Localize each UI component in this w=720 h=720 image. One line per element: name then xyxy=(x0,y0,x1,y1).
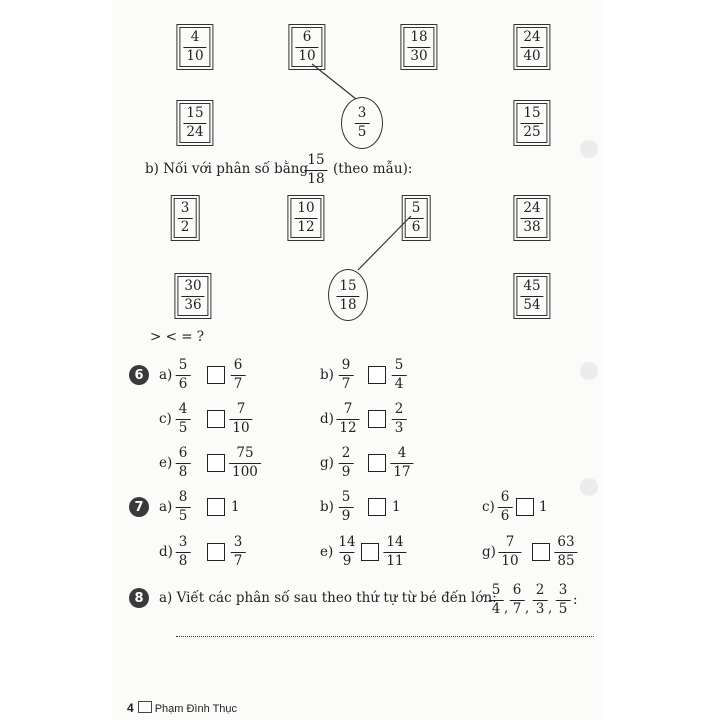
exercise-7-badge: 7 xyxy=(129,497,149,517)
ex7-a-answer-box[interactable] xyxy=(207,498,225,516)
ex6-b-label: b) xyxy=(320,367,334,383)
ex6-a-answer-box[interactable] xyxy=(207,366,225,384)
ex6-e-right: $\frac{75}{100}$ xyxy=(229,446,261,480)
fraction-24-40: $\frac{24}{40}$ xyxy=(516,27,547,67)
author-name: Phạm Đình Thục xyxy=(154,703,238,715)
fraction-4-10: $\frac{4}{10}$ xyxy=(179,27,210,67)
target-fraction-15-18: $\frac{15}{18}$ xyxy=(304,153,327,187)
ex6-d-right: $\frac{2}{3}$ xyxy=(392,402,407,436)
ex7-b-label: b) xyxy=(320,499,334,515)
ex6-g-left: $\frac{2}{9}$ xyxy=(339,446,354,480)
fraction-3-5: $\frac{3}{5}$ xyxy=(355,106,370,140)
ex6-e-left: $\frac{6}{8}$ xyxy=(176,446,191,480)
ex6-a-right: $\frac{6}{7}$ xyxy=(231,358,246,392)
ex7-d-right: $\frac{3}{7}$ xyxy=(231,535,246,569)
ex8-frac-2-3: $\frac{2}{3}$ xyxy=(533,583,548,617)
ex6-c-right: $\frac{7}{10}$ xyxy=(229,402,252,436)
ex8-sep: , xyxy=(525,600,530,616)
ex7-e-right: $\frac{14}{11}$ xyxy=(383,535,406,569)
part-b-instruction: b) Nối với phân số bằng xyxy=(145,161,309,177)
fraction-10-12: $\frac{10}{12}$ xyxy=(290,198,321,238)
ex6-g-answer-box[interactable] xyxy=(368,454,386,472)
ex7-e-left: $\frac{14}{9}$ xyxy=(338,534,356,569)
ex6-a-left: $\frac{5}{6}$ xyxy=(176,358,191,392)
ex6-d-answer-box[interactable] xyxy=(368,410,386,428)
exercise-6-badge: 6 xyxy=(129,365,149,385)
ex8-sep: , xyxy=(548,600,553,616)
ex6-e-label: e) xyxy=(159,455,173,471)
ex7-a-right: 1 xyxy=(231,499,240,515)
ex7-a-left: $\frac{8}{5}$ xyxy=(176,490,191,524)
ex6-b-left: $\frac{9}{7}$ xyxy=(339,358,354,392)
fraction-30-36: $\frac{30}{36}$ xyxy=(177,276,208,316)
fraction-15-18-circled: $\frac{15}{18}$ xyxy=(336,279,359,313)
ex6-g-label: g) xyxy=(320,455,334,471)
ex6-c-left: $\frac{4}{5}$ xyxy=(176,402,191,436)
ex7-b-answer-box[interactable] xyxy=(368,498,386,516)
exercise-8-badge: 8 xyxy=(129,588,149,608)
page-number: 4 xyxy=(127,701,134,715)
ex7-b-right: 1 xyxy=(392,499,401,515)
ex7-c-label: c) xyxy=(482,499,495,515)
fraction-15-24: $\frac{15}{24}$ xyxy=(179,103,210,143)
fraction-15-25: $\frac{15}{25}$ xyxy=(516,103,547,143)
ex8-frac-3-5: $\frac{3}{5}$ xyxy=(556,583,571,617)
ex8-colon: : xyxy=(573,592,578,608)
ex7-d-label: d) xyxy=(159,544,173,560)
fraction-6-10: $\frac{6}{10}$ xyxy=(291,27,322,67)
ex7-g-answer-box[interactable] xyxy=(532,543,550,561)
answer-dotted-line[interactable] xyxy=(176,636,594,637)
ex8-instruction: a) Viết các phân số sau theo thứ tự từ bé đến lớn: xyxy=(159,590,497,606)
ex7-a-label: a) xyxy=(159,499,173,515)
fraction-3-2: $\frac{3}{2}$ xyxy=(174,198,197,238)
ex6-d-left: $\frac{7}{12}$ xyxy=(336,402,359,436)
fraction-5-6: $\frac{5}{6}$ xyxy=(405,198,428,238)
ex6-b-right: $\frac{5}{4}$ xyxy=(392,358,407,392)
ex7-b-left: $\frac{5}{9}$ xyxy=(339,490,354,524)
page-footer xyxy=(127,701,237,715)
ex7-e-answer-box[interactable] xyxy=(361,543,379,561)
book-icon xyxy=(138,701,152,713)
part-b-suffix: (theo mẫu): xyxy=(333,161,413,177)
ex7-e-label: e) xyxy=(320,544,334,560)
ex8-sep: , xyxy=(504,600,509,616)
fraction-18-30: $\frac{18}{30}$ xyxy=(403,27,434,67)
ex6-g-right: $\frac{4}{17}$ xyxy=(390,446,413,480)
ex6-b-answer-box[interactable] xyxy=(368,366,386,384)
fraction-45-54: $\frac{45}{54}$ xyxy=(516,276,547,316)
ex8-frac-6-7: $\frac{6}{7}$ xyxy=(510,583,525,617)
ex6-c-answer-box[interactable] xyxy=(207,410,225,428)
ex7-c-left: $\frac{6}{6}$ xyxy=(498,490,513,524)
ex7-g-right: $\frac{63}{85}$ xyxy=(554,535,577,569)
ex6-e-answer-box[interactable] xyxy=(207,454,225,472)
ex7-c-right: 1 xyxy=(539,499,548,515)
compare-instruction: > < = ? xyxy=(150,329,205,345)
ex8-frac-5-4: $\frac{5}{4}$ xyxy=(489,583,504,617)
ex7-c-answer-box[interactable] xyxy=(516,498,534,516)
ex7-g-label: g) xyxy=(482,544,496,560)
ex7-d-left: $\frac{3}{8}$ xyxy=(176,535,191,569)
ex7-g-left: $\frac{7}{10}$ xyxy=(498,535,521,569)
ex6-a-label: a) xyxy=(159,367,173,383)
ex7-d-answer-box[interactable] xyxy=(207,543,225,561)
ex6-c-label: c) xyxy=(159,411,172,427)
fraction-24-38: $\frac{24}{38}$ xyxy=(516,198,547,238)
ex6-d-label: d) xyxy=(320,411,334,427)
